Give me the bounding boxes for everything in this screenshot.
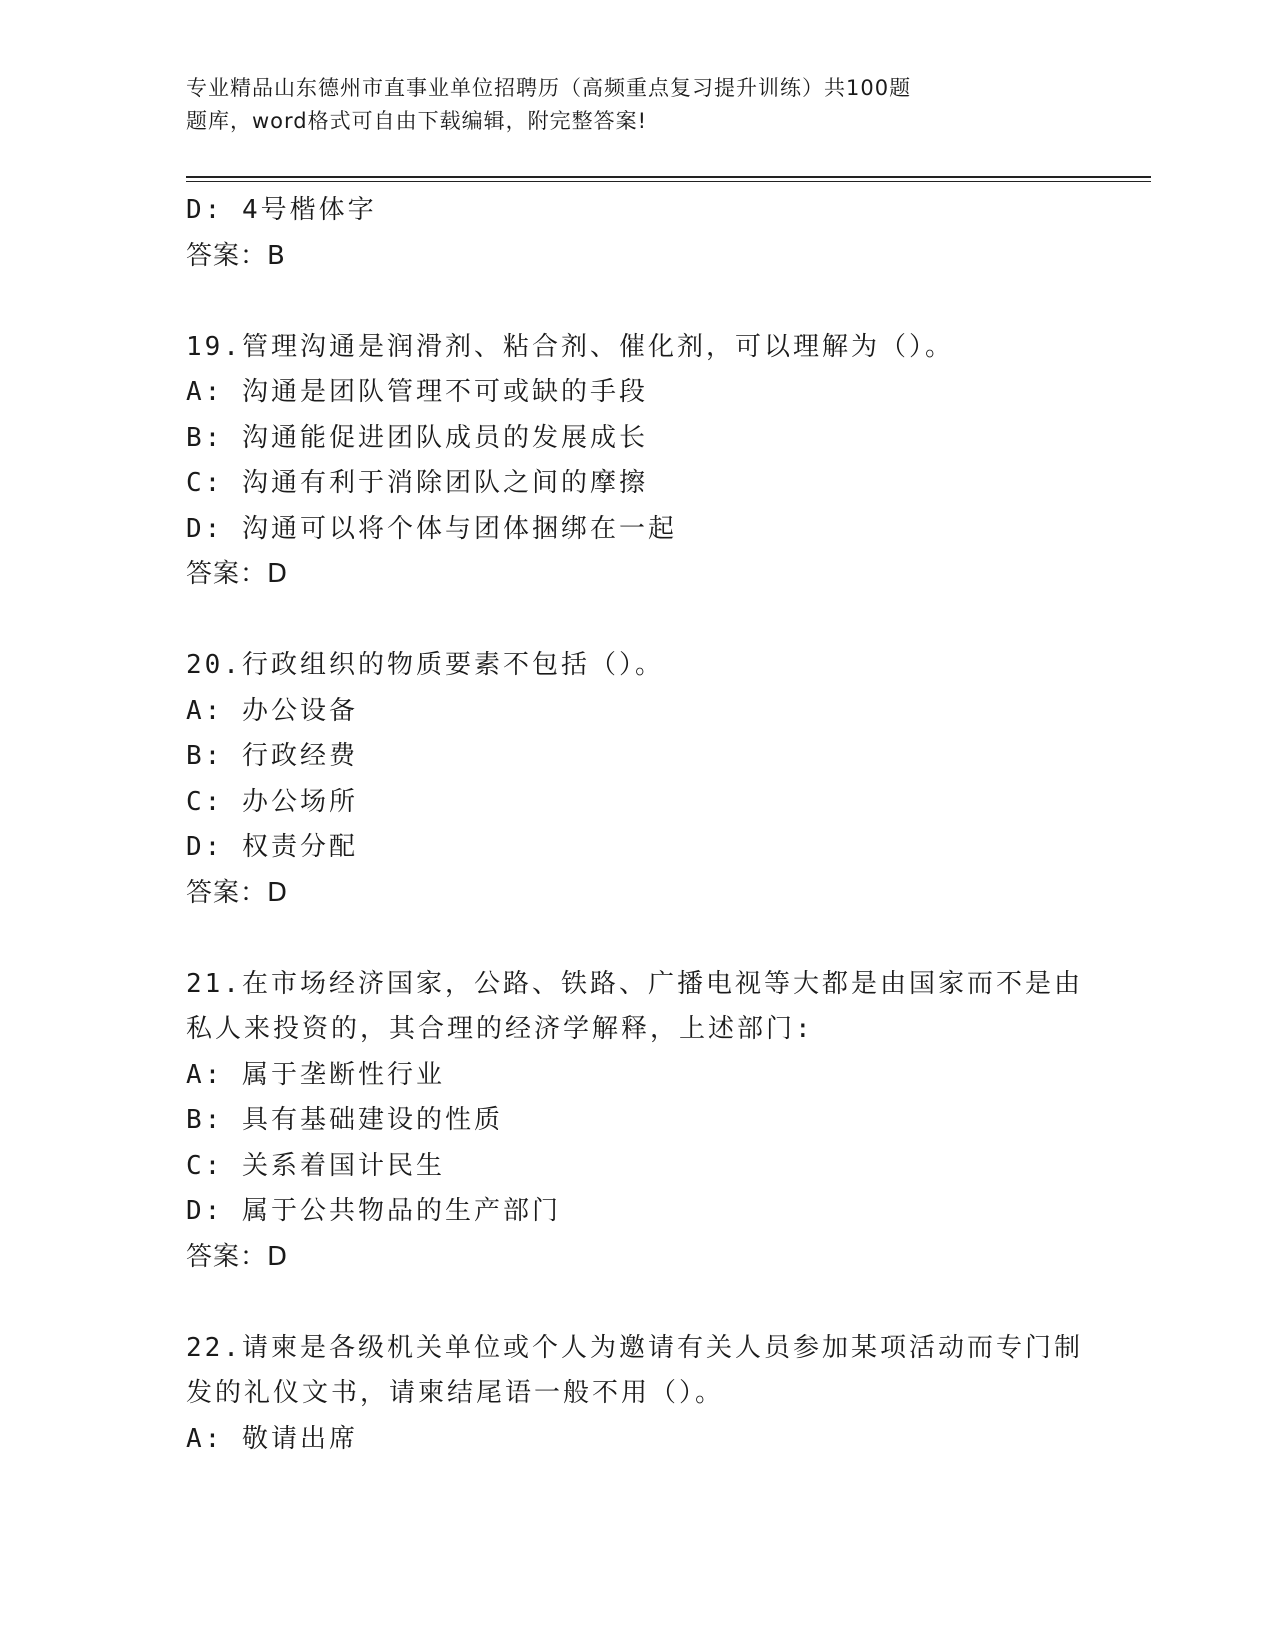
header-divider-thin — [186, 181, 1151, 182]
question-19 — [186, 325, 1076, 598]
question-text-line-2: 发的礼仪文书，请柬结尾语一般不用（）。 — [186, 1378, 725, 1408]
spacer — [186, 916, 1076, 962]
option-b: B: 沟通能促进团队成员的发展成长 — [186, 422, 648, 453]
option-d: D: 属于公共物品的生产部门 — [186, 1196, 561, 1226]
question-21 — [186, 962, 1083, 1281]
option-d: D: 权责分配 — [186, 832, 358, 862]
option-a: A: 敬请出席 — [186, 1423, 358, 1454]
spacer — [186, 279, 1076, 325]
question-22 — [186, 1326, 1083, 1463]
answer: 答案：D — [186, 877, 289, 908]
spacer — [186, 1280, 1076, 1326]
header-line-2: 题库，word格式可自由下载编辑，附完整答案! — [186, 109, 648, 133]
answer: 答案：B — [186, 240, 286, 271]
question-text-line-1: 22.请柬是各级机关单位或个人为邀请有关人员参加某项活动而专门制 — [186, 1332, 1083, 1363]
header-line-1: 专业精品山东德州市直事业单位招聘历（高频重点复习提升训练）共100题 — [186, 76, 912, 100]
option-c: C: 办公场所 — [186, 786, 358, 817]
option-a: A: 办公设备 — [186, 695, 358, 726]
question-list — [186, 188, 1083, 1462]
answer: 答案：D — [186, 559, 289, 589]
spacer — [186, 598, 1076, 644]
option-d: D: 沟通可以将个体与团体捆绑在一起 — [186, 513, 677, 544]
question-18-tail — [186, 188, 1076, 279]
option-b: B: 具有基础建设的性质 — [186, 1105, 503, 1135]
question-text-line-1: 21.在市场经济国家，公路、铁路、广播电视等大都是由国家而不是由 — [186, 968, 1083, 999]
option-b: B: 行政经费 — [186, 741, 358, 771]
option-d: D: 4号楷体字 — [186, 195, 377, 225]
header-divider-thick — [186, 176, 1151, 178]
option-c: C: 沟通有利于消除团队之间的摩擦 — [186, 468, 648, 498]
question-20 — [186, 643, 1076, 916]
question-text: 19.管理沟通是润滑剂、粘合剂、催化剂，可以理解为（）。 — [186, 331, 954, 362]
option-a: A: 沟通是团队管理不可或缺的手段 — [186, 377, 648, 407]
answer: 答案：D — [186, 1241, 289, 1272]
question-text: 20.行政组织的物质要素不包括（）。 — [186, 650, 664, 680]
question-text-line-2: 私人来投资的，其合理的经济学解释，上述部门: — [186, 1014, 814, 1044]
document-header — [186, 72, 1026, 138]
option-c: C: 关系着国计民生 — [186, 1150, 445, 1181]
option-a: A: 属于垄断性行业 — [186, 1059, 445, 1090]
